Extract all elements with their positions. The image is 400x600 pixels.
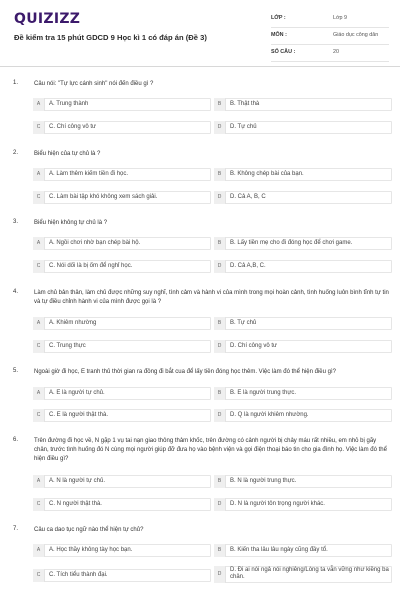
meta-label: LỚP : [271, 15, 286, 21]
option-letter: D [214, 191, 226, 204]
worksheet-title: Đề kiểm tra 15 phút GDCD 9 Học kì 1 có đáp án (Đề 3) [14, 33, 207, 42]
option-letter: C [33, 191, 45, 204]
question-text: Trên đường đi học về, N gặp 1 vụ tai nạn giao thông thảm khốc, trên đường có cảnh người bị chảy máu rất nhiều, em nhỏ bị gãy chân, trước tình huống đó N cùng mọi người giúp đỡ đưa họ vào bệnh viện và gọi điện thoại báo tin cho gia đình họ. Việc làm đó thể hiện điều gì? [34, 438, 387, 462]
option-text: D. Tự chủ [230, 124, 257, 130]
option-letter: D [214, 498, 226, 511]
question-number: 7. [13, 526, 19, 532]
option-text: C. Làm bài tập khó không xem sách giải. [49, 194, 158, 200]
option-letter: B [214, 317, 226, 330]
option-letter: D [214, 260, 226, 273]
option-letter: A [33, 168, 45, 181]
meta-row-count [271, 46, 389, 62]
option-text: D. Cả A, B, C [230, 194, 266, 200]
meta-value: 20 [333, 49, 339, 55]
option-letter: A [33, 475, 45, 488]
option-text: D. Q là người khiêm nhường. [230, 412, 309, 418]
option-text: B. N là người trung thực. [230, 478, 297, 484]
meta-value: Lớp 9 [333, 15, 348, 21]
option-letter: C [33, 498, 45, 511]
option-text: D. N là người tôn trọng người khác. [230, 501, 325, 507]
option-text: D. Chí công vô tư [230, 343, 278, 349]
option-letter: A [33, 544, 45, 557]
question-text: Biểu hiện của tự chủ là ? [34, 151, 101, 157]
question-number: 2. [13, 150, 19, 156]
option-text: B. Thật thà [230, 101, 260, 107]
quizizz-logo: QUIZIZZ [14, 11, 81, 27]
question-number: 5. [13, 368, 19, 374]
option-text: D. Đi ai nói ngả nói nghiêng/Lòng ta vẫn vững như kiềng ba chân. [230, 567, 389, 580]
option-letter: B [214, 387, 226, 400]
option-text: D. Cả A,B, C. [230, 263, 266, 269]
option-text: B. Không chép bài của bạn. [230, 171, 304, 177]
option-letter: B [214, 544, 226, 557]
option-text: A. Làm thêm kiếm tiền đi học. [49, 171, 129, 177]
option-text: A. Ngồi chơi nhờ bạn chép bài hộ. [49, 240, 141, 246]
option-text: B. Tự chủ [230, 320, 257, 326]
question-number: 4. [13, 289, 19, 295]
option-text: C. Chí công vô tư [49, 124, 97, 130]
option-letter: A [33, 317, 45, 330]
option-letter: D [214, 340, 226, 353]
option-letter: C [33, 121, 45, 134]
question-text: Biểu hiện không tự chủ là ? [34, 220, 108, 226]
header-divider [0, 66, 400, 67]
question-number: 3. [13, 219, 19, 225]
option-letter: C [33, 260, 45, 273]
question-text: Câu ca dao tục ngữ nào thể hiện tự chủ? [34, 527, 144, 533]
option-text: A. Học thầy không tày học bạn. [49, 547, 133, 553]
option-letter: B [214, 237, 226, 250]
option-letter: C [33, 409, 45, 422]
option-text: B. Kiến tha lâu lâu ngày cũng đầy tổ. [230, 547, 328, 553]
option-letter: D [214, 409, 226, 422]
meta-label: MÔN : [271, 32, 287, 38]
meta-row-subject [271, 29, 389, 45]
option-text: B. Lấy tiền mẹ cho đi đóng học để chơi game. [230, 240, 353, 246]
question-text: Ngoài giờ đi học, E tranh thủ thời gian ra đồng đi bắt cua để lấy tiền đóng học thêm. Việc làm đó thể hiện điều gì? [34, 369, 336, 375]
option-letter: A [33, 387, 45, 400]
meta-value: Giáo dục công dân [333, 32, 379, 38]
worksheet-header [0, 0, 400, 60]
worksheet-meta [271, 12, 389, 63]
question-number: 6. [13, 437, 19, 443]
question-number: 1. [13, 80, 19, 86]
option-text: A. Khiêm nhường [49, 320, 97, 326]
option-letter: C [33, 340, 45, 353]
option-text: C. N người thật thà. [49, 501, 102, 507]
question-text: Làm chủ bản thân, làm chủ được những suy nghĩ, tình cảm và hành vi của mình trong mọi hoàn cảnh, tình huống luôn bình tĩnh tự tin và tự điều chỉnh hành vi của mình được gọi là ? [34, 290, 389, 305]
meta-label: SỐ CÂU : [271, 49, 296, 55]
option-letter: B [214, 168, 226, 181]
option-text: C. Nói dối là bị ốm để nghỉ học. [49, 263, 133, 269]
question-text: Câu nói: "Tự lực cánh sinh" nói đến điều gì ? [34, 81, 154, 87]
option-text: A. E là người tự chủ. [49, 390, 105, 396]
meta-row-class [271, 12, 389, 28]
option-letter: D [214, 566, 226, 583]
option-letter: B [214, 98, 226, 111]
option-text: A. Trung thành [49, 101, 89, 107]
option-text: B. E là người trung thực. [230, 390, 296, 396]
option-letter: C [33, 569, 45, 582]
option-text: C. E là người thật thà. [49, 412, 108, 418]
option-text: C. Trung thực [49, 343, 86, 349]
option-letter: D [214, 121, 226, 134]
option-text: A. N là người tự chủ. [49, 478, 105, 484]
option-letter: A [33, 237, 45, 250]
option-letter: A [33, 98, 45, 111]
option-letter: B [214, 475, 226, 488]
option-text: C. Tích tiểu thành đại. [49, 572, 108, 578]
